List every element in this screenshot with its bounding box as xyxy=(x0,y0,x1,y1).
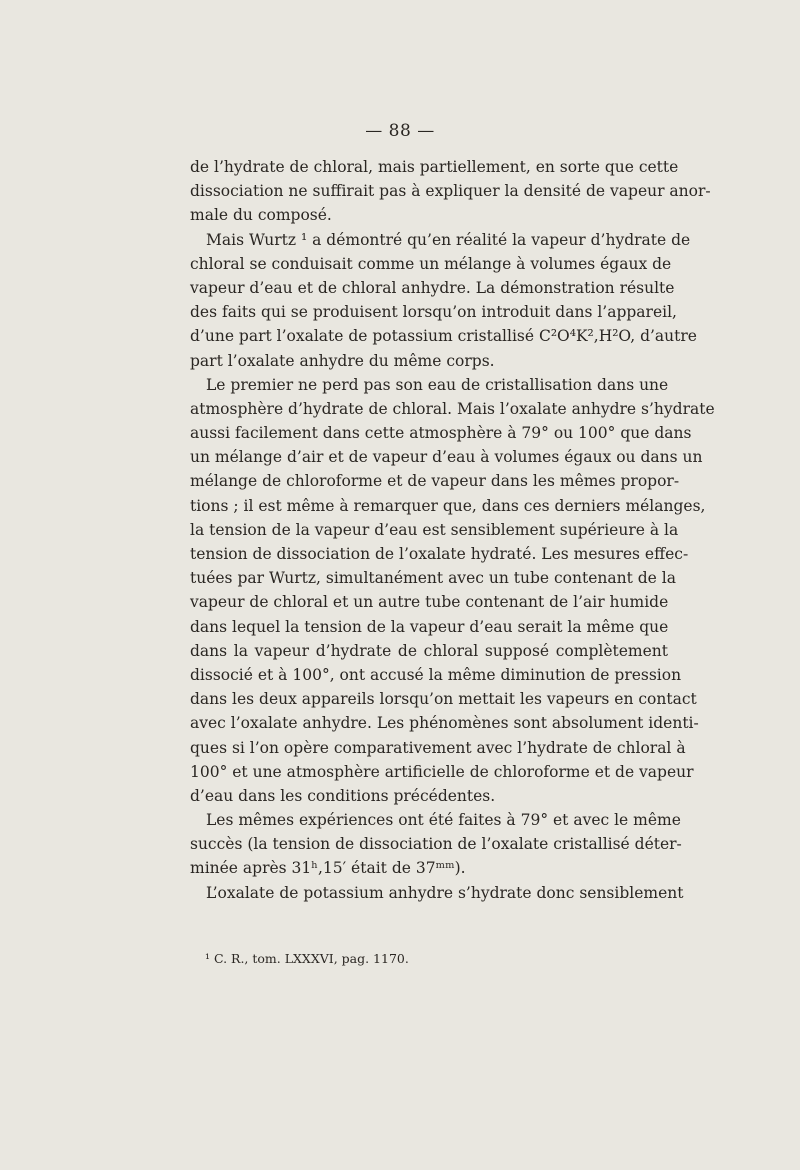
text-line: tuées par Wurtz, simultanément avec un tube contenant de la xyxy=(190,569,676,588)
text-line: male du composé. xyxy=(190,206,332,225)
text-line: d’eau dans les conditions précédentes. xyxy=(190,786,496,805)
page-number: — 88 — xyxy=(365,121,435,141)
text-line: tions ; il est même à remarquer que, dans ces derniers mélanges, xyxy=(190,496,706,515)
text-line: aussi facilement dans cette atmosphère à 79° ou 100° que dans xyxy=(190,424,692,443)
text-line: part l’oxalate anhydre du même corps. xyxy=(190,351,495,370)
text-line: ques si l’on opère comparativement avec l’hydrate de chloral à xyxy=(190,738,686,757)
text-line: avec l’oxalate anhydre. Les phénomènes sont absolument identi- xyxy=(190,714,699,733)
body-text xyxy=(190,155,715,905)
text-line: tension de dissociation de l’oxalate hydraté. Les mesures effec- xyxy=(190,545,689,563)
text-line: succès (la tension de dissociation de l’oxalate cristallisé déter- xyxy=(190,835,682,854)
text-line: Mais Wurtz ¹ a démontré qu’en réalité la vapeur d’hydrate de xyxy=(206,230,691,249)
text-line: atmosphère d’hydrate de chloral. Mais l’oxalate anhydre s’hydrate xyxy=(190,399,715,418)
text-line: de l’hydrate de chloral, mais partiellement, en sorte que cette xyxy=(190,158,679,176)
text-line: dans les deux appareils lorsqu’on mettait les vapeurs en contact xyxy=(190,690,697,709)
text-line: dissocié et à 100°, ont accusé la même diminution de pression xyxy=(190,665,682,684)
text-line: d’une part l’oxalate de potassium cristallisé C²O⁴K²,H²O, d’autre xyxy=(190,327,697,346)
text-line: vapeur d’eau et de chloral anhydre. La démonstration résulte xyxy=(190,278,675,297)
text-line: un mélange d’air et de vapeur d’eau à volumes égaux ou dans un xyxy=(190,448,703,467)
text-line: mélange de chloroforme et de vapeur dans les mêmes propor- xyxy=(190,472,680,491)
footnote: ¹ C. R., tom. LXXXVI, pag. 1170. xyxy=(205,951,409,966)
text-line: chloral se conduisait comme un mélange à volumes égaux de xyxy=(190,254,672,273)
text-line: dissociation ne suffirait pas à expliquer la densité de vapeur anor- xyxy=(190,182,711,201)
text-line: L’oxalate de potassium anhydre s’hydrate donc sensiblement xyxy=(206,883,684,902)
text-line: vapeur de chloral et un autre tube contenant de l’air humide xyxy=(190,593,669,612)
text-line: 100° et une atmosphère artificielle de chloroforme et de vapeur xyxy=(190,762,694,781)
text-line: Le premier ne perd pas son eau de cristallisation dans une xyxy=(206,375,669,394)
text-line: Les mêmes expériences ont été faites à 79° et avec le même xyxy=(206,811,681,830)
text-line: dans la vapeur d’hydrate de chloral supposé complètement xyxy=(190,641,668,660)
text-line: la tension de la vapeur d’eau est sensiblement supérieure à la xyxy=(190,520,679,539)
text-line: minée après 31ʰ,15′ était de 37ᵐᵐ). xyxy=(190,859,466,878)
text-line: des faits qui se produisent lorsqu’on introduit dans l’appareil, xyxy=(190,303,677,322)
text-line: dans lequel la tension de la vapeur d’eau serait la même que xyxy=(190,617,669,636)
